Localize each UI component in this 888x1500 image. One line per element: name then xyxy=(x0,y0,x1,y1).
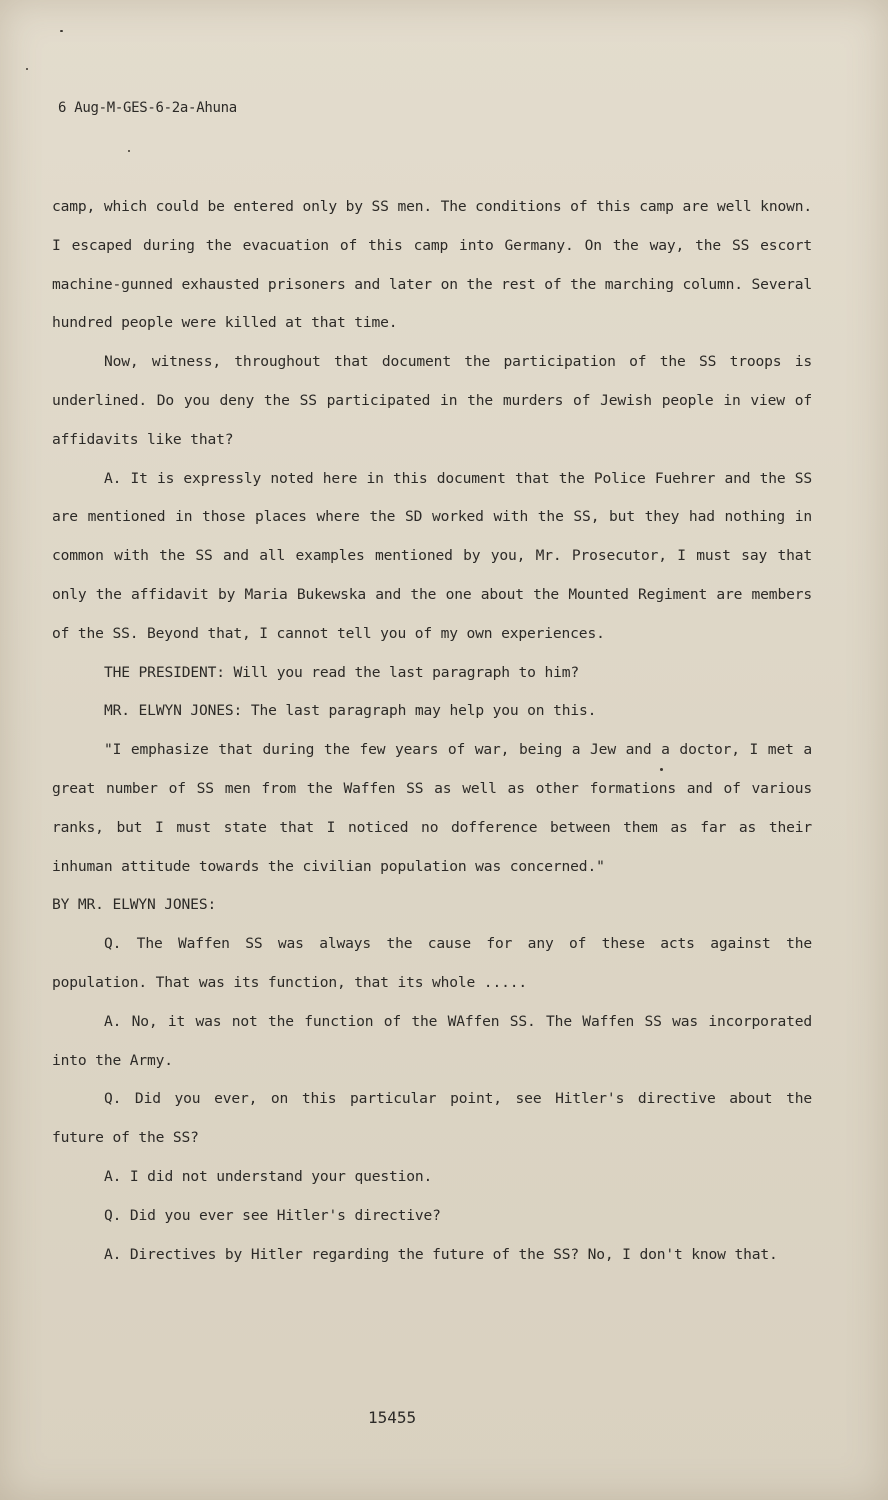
paragraph-question-directive: Q. Did you ever, on this particular point, see Hitler's directive about the future of the SS? xyxy=(52,1090,812,1147)
transcript-body xyxy=(52,188,812,1274)
paragraph-answer-police-fuehrer: A. It is expressly noted here in this document that the Police Fuehrer and the SS are mentioned in those places where the SD worked with the SS, but they had nothing in common with the SS and all examples mentioned by you, Mr. Prosecutor, I must say that only the affidavit by Maria Bukewska and the one about the Mounted Regiment are members of the SS. Beyond that, I cannot tell you of my own experiences. xyxy=(52,469,812,642)
paragraph-question-directive-seen: Q. Did you ever see Hitler's directive? xyxy=(104,1206,441,1224)
paragraph-affidavit-quote: "I emphasize that during the few years of war, being a Jew and a doctor, I met a great number of SS men from the Waffen SS as well as other formations and of various ranks, but I must state that I noticed no dofference between them as far as their inhuman attitude towards the civilian population was concerned." xyxy=(52,741,812,875)
ink-speck xyxy=(26,68,28,70)
paragraph-answer-directives: A. Directives by Hitler regarding the future of the SS? No, I don't know that. xyxy=(104,1245,778,1263)
document-reference: 6 Aug-M-GES-6-2a-Ahuna xyxy=(58,100,237,116)
paragraph-answer-not-understand: A. I did not understand your question. xyxy=(104,1167,433,1185)
paragraph-president: THE PRESIDENT: Will you read the last paragraph to him? xyxy=(104,663,579,681)
page-number: 15455 xyxy=(368,1408,417,1427)
paragraph-examiner-label: BY MR. ELWYN JONES: xyxy=(52,896,217,914)
paragraph-camp-narrative: camp, which could be entered only by SS men. The conditions of this camp are well known. I escaped during the evacuation of this camp into Germany. On the way, the SS escort machine-gunned exhausted prisoners and later on the rest of the marching column. Several hundred people were killed at that time. xyxy=(52,198,812,332)
paragraph-elwyn-jones: MR. ELWYN JONES: The last paragraph may help you on this. xyxy=(104,702,597,720)
paragraph-question-ss-troops: Now, witness, throughout that document the participation of the SS troops is underlined. Do you deny the SS participated in the murders of Jewish people in view of affidavits like that? xyxy=(52,353,812,448)
ink-speck xyxy=(128,150,130,152)
paragraph-question-waffen-ss: Q. The Waffen SS was always the cause for any of these acts against the population. That was its function, that its whole ..... xyxy=(52,935,812,991)
paragraph-answer-waffen-ss: A. No, it was not the function of the WAffen SS. The Waffen SS was incorporated into the Army. xyxy=(52,1012,812,1069)
ink-speck xyxy=(60,30,63,32)
